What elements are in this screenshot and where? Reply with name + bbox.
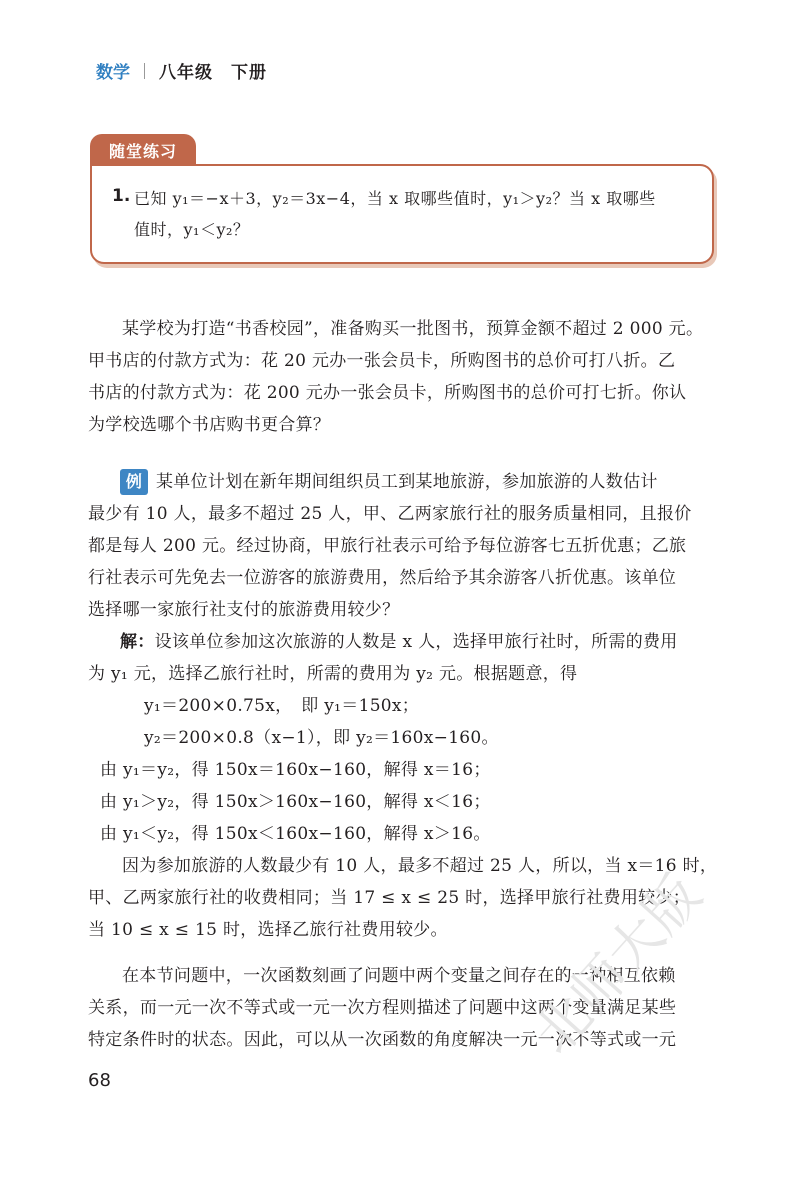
header-grade: 八年级 下册 xyxy=(159,63,267,83)
header-divider xyxy=(144,63,145,79)
page-number: 68 xyxy=(88,1070,111,1091)
watermark: 北师大版 xyxy=(522,863,714,1066)
summary-line: 特定条件时的状态。因此，可以从一次函数的角度解决一元一次不等式或一元 xyxy=(88,1030,677,1050)
question-line: 值时，y₁＜y₂？ xyxy=(134,220,250,239)
conclusion-line: 甲、乙两家旅行社的收费相同；当 17 ≤ x ≤ 25 时，选择甲旅行社费用较少； xyxy=(88,888,691,908)
solution-label: 解： xyxy=(120,632,155,652)
example-text: 某单位计划在新年期间组织员工到某地旅游，参加旅游的人数估计 xyxy=(156,472,658,492)
page-header xyxy=(96,58,267,83)
intro-paragraph xyxy=(88,313,716,441)
conclusion-line: 当 10 ≤ x ≤ 15 时，选择乙旅行社费用较少。 xyxy=(88,920,448,940)
solution-line: 为 y₁ 元，选择乙旅行社时，所需的费用为 y₂ 元。根据题意，得 xyxy=(88,664,578,684)
case-line: 由 y₁＜y₂，得 150x＜160x−160，解得 x＞16。 xyxy=(100,824,491,844)
equation-1: y₁＝200×0.75x， 即 y₁＝150x； xyxy=(144,696,420,716)
header-subject: 数学 xyxy=(96,63,130,83)
example-line xyxy=(88,466,716,498)
question-number: 1. xyxy=(112,186,131,206)
summary-line: 关系，而一元一次不等式或一元一次方程则描述了问题中这两个变量满足某些 xyxy=(88,998,677,1018)
example-paragraph xyxy=(88,466,716,626)
solution-line xyxy=(88,626,716,658)
intro-line: 书店的付款方式为：花 200 元办一张会员卡，所购图书的总价可打七折。你认 xyxy=(88,383,687,403)
intro-line: 甲书店的付款方式为：花 20 元办一张会员卡，所购图书的总价可打八折。乙 xyxy=(88,351,676,371)
intro-line: 为学校选哪个书店购书更合算？ xyxy=(88,415,331,435)
intro-line: 某学校为打造“书香校园”，准备购买一批图书，预算金额不超过 2 000 元。 xyxy=(122,319,704,339)
case-line: 由 y₁＝y₂，得 150x＝160x−160，解得 x＝16； xyxy=(100,760,491,780)
example-badge: 例 xyxy=(120,469,148,495)
summary-line: 在本节问题中，一次函数刻画了问题中两个变量之间存在的一种相互依赖 xyxy=(122,966,676,986)
question-text xyxy=(134,183,694,245)
case-line: 由 y₁＞y₂，得 150x＞160x−160，解得 x＜16； xyxy=(100,792,491,812)
practice-box xyxy=(90,164,714,264)
equation-2: y₂＝200×0.8（x−1），即 y₂＝160x−160。 xyxy=(144,728,499,748)
solution-block xyxy=(88,626,716,946)
solution-text: 设该单位参加这次旅游的人数是 x 人，选择甲旅行社时，所需的费用 xyxy=(154,632,678,652)
example-line: 选择哪一家旅行社支付的旅游费用较少？ xyxy=(88,600,400,620)
conclusion-line: 因为参加旅游的人数最少有 10 人，最多不超过 25 人，所以，当 x＝16 时， xyxy=(122,856,718,876)
practice-tab: 随堂练习 xyxy=(90,134,196,166)
summary-paragraph xyxy=(88,960,716,1056)
example-line: 最少有 10 人，最多不超过 25 人，甲、乙两家旅行社的服务质量相同，且报价 xyxy=(88,504,692,524)
example-line: 行社表示可先免去一位游客的旅游费用，然后给予其余游客八折优惠。该单位 xyxy=(88,568,677,588)
question-line: 已知 y₁＝−x＋3，y₂＝3x−4，当 x 取哪些值时，y₁＞y₂？当 x 取哪些 xyxy=(134,189,656,208)
example-line: 都是每人 200 元。经过协商，甲旅行社表示可给予每位游客七五折优惠；乙旅 xyxy=(88,536,687,556)
